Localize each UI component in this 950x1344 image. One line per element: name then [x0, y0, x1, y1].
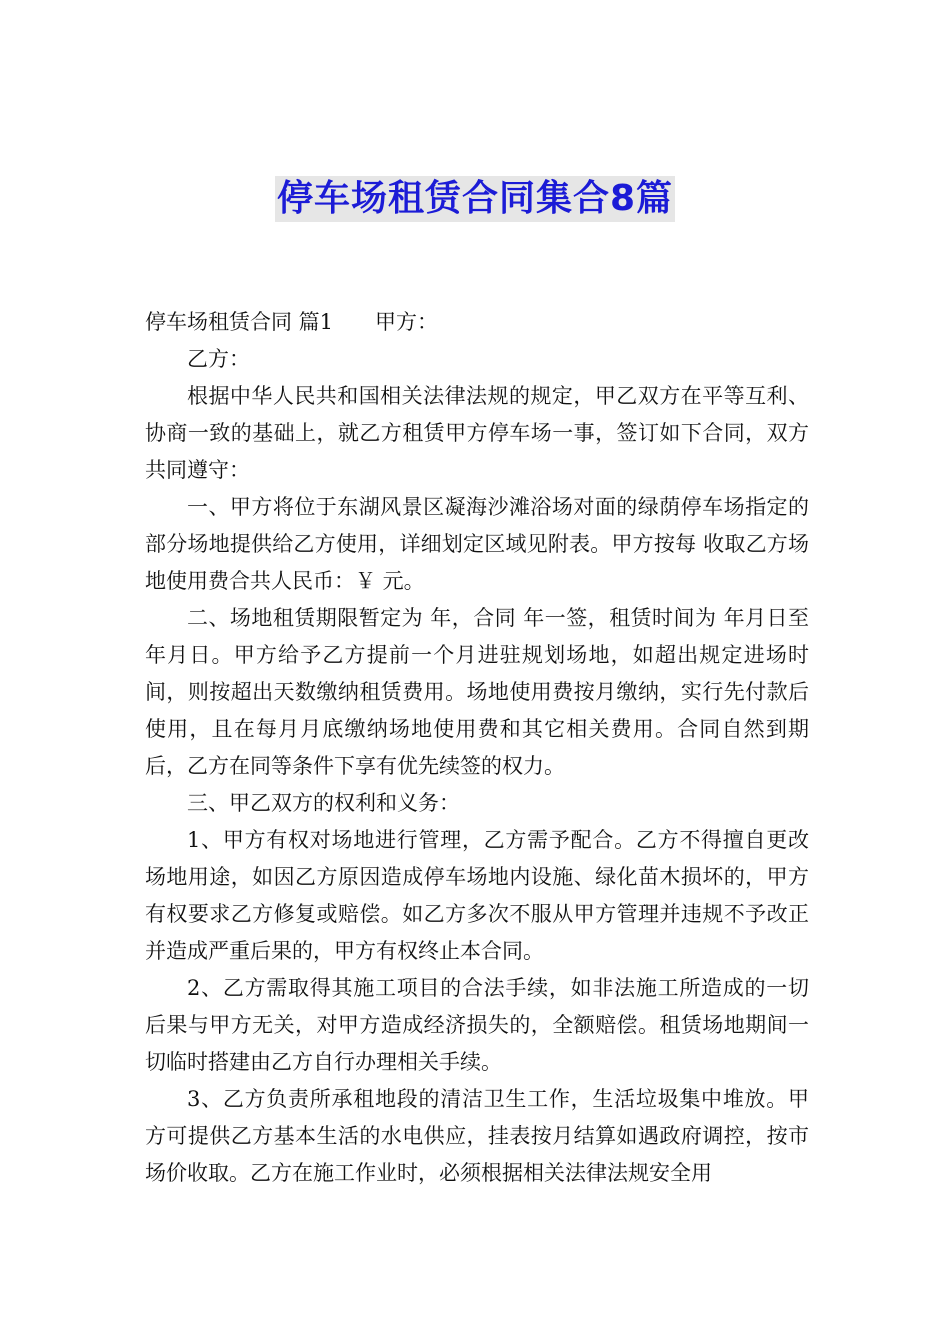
- party-a-label: 甲方：: [375, 310, 439, 334]
- paragraph-clause-3-heading: 三、甲乙双方的权利和义务：: [187, 791, 460, 815]
- paragraph-party-b: 乙方：: [187, 347, 250, 371]
- paragraph-clause-1: 一、甲方将位于东湖风景区凝海沙滩浴场对面的绿荫停车场指定的部分场地提供给乙方使用，详细划定区域见附表。甲方按每 收取乙方场地使用费合共人民币：￥ 元。: [145, 495, 809, 593]
- title-container: [0, 176, 950, 222]
- document-body: [145, 304, 809, 1192]
- paragraph-preamble: 根据中华人民共和国相关法律法规的规定，甲乙双方在平等互利、协商一致的基础上，就乙方租赁甲方停车场一事，签订如下合同，双方共同遵守：: [145, 384, 809, 482]
- paragraph-item-2: 2、乙方需取得其施工项目的合法手续，如非法施工所造成的一切后果与甲方无关，对甲方造成经济损失的，全额赔偿。租赁场地期间一切临时搭建由乙方自行办理相关手续。: [145, 976, 809, 1074]
- contract-heading: 停车场租赁合同 篇1: [145, 310, 334, 334]
- first-line: [145, 304, 809, 341]
- paragraph-item-1: 1、甲方有权对场地进行管理，乙方需予配合。乙方不得擅自更改场地用途，如因乙方原因造成停车场地内设施、绿化苗木损坏的，甲方有权要求乙方修复或赔偿。如乙方多次不服从甲方管理并违规不予改正并造成严重后果的，甲方有权终止本合同。: [145, 828, 809, 963]
- document-title: 停车场租赁合同集合8篇: [275, 176, 675, 222]
- paragraph-item-3: 3、乙方负责所承租地段的清洁卫生工作，生活垃圾集中堆放。甲方可提供乙方基本生活的水电供应，挂表按月结算如遇政府调控，按市场价收取。乙方在施工作业时，必须根据相关法律法规安全用: [145, 1087, 809, 1185]
- paragraph-clause-2: 二、场地租赁期限暂定为 年，合同 年一签，租赁时间为 年月日至年月日。甲方给予乙方提前一个月进驻规划场地，如超出规定进场时间，则按超出天数缴纳租赁费用。场地使用费按月缴纳，实行先付款后使用，且在每月月底缴纳场地使用费和其它相关费用。合同自然到期后，乙方在同等条件下享有优先续签的权力。: [145, 606, 809, 778]
